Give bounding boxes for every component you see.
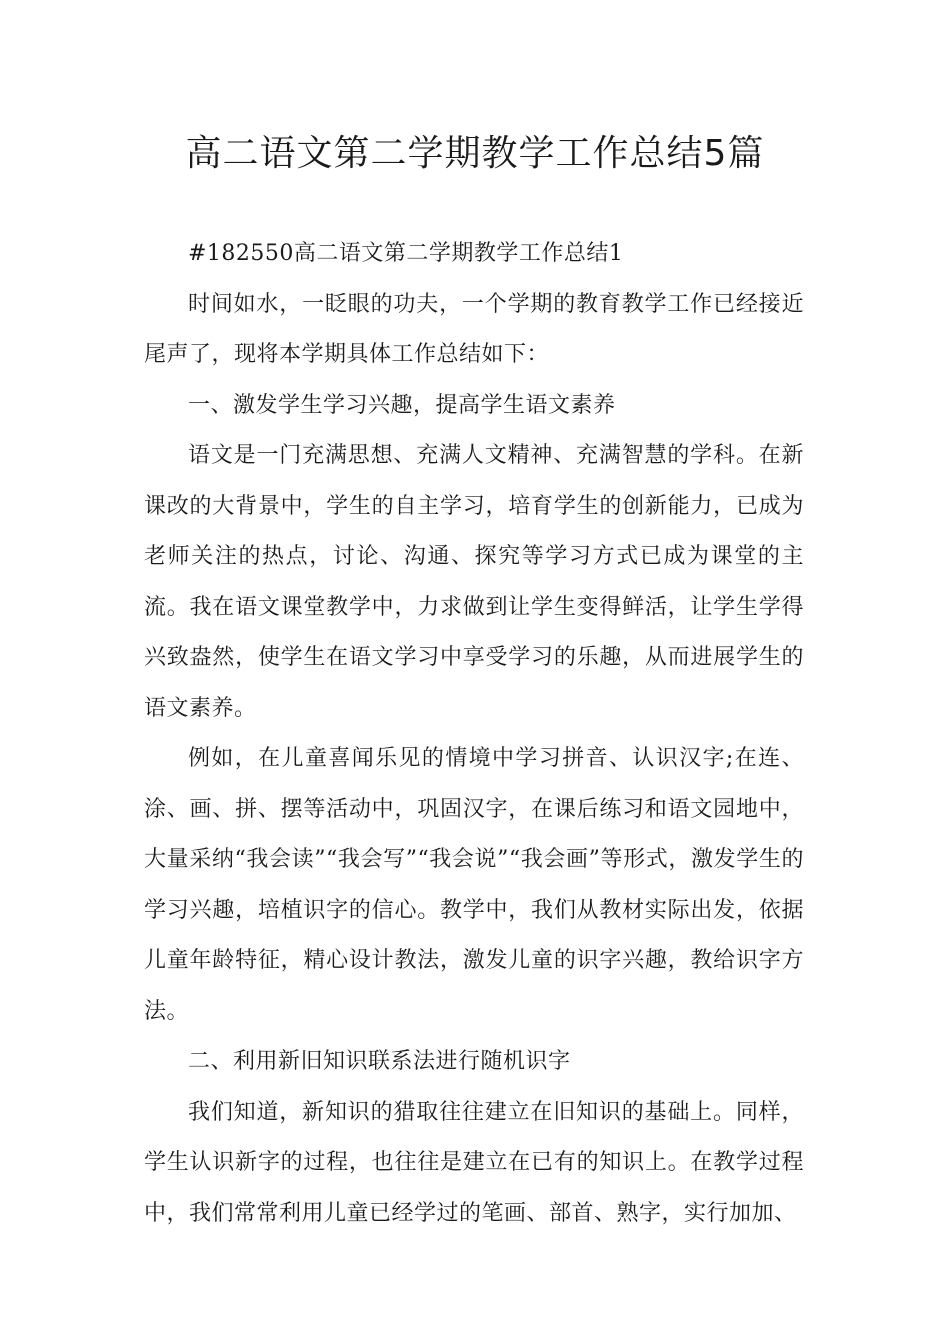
body-paragraph: 我们知道，新知识的猎取往往建立在旧知识的基础上。同样，学生认识新字的过程，也往往是建立在已有的知识上。在教学过程中，我们常常利用儿童已经学过的笔画、部首、熟字，实行加加、 — [144, 1099, 804, 1226]
body-paragraph: 语文是一门充满思想、充满人文精神、充满智慧的学科。在新课改的大背景中，学生的自主学习，培育学生的创新能力，已成为老师关注的热点，讨论、沟通、探究等学习方式已成为课堂的主流。我在语文课堂教学中，力求做到让学生变得鲜活，让学生学得兴致盎然，使学生在语文学习中享受学习的乐趣，从而进展学生的语文素养。 — [144, 443, 804, 721]
section-heading: 二、利用新旧知识联系法进行随机识字 — [188, 1049, 571, 1074]
body-paragraph: 时间如水，一眨眼的功夫，一个学期的教育教学工作已经接近尾声了，现将本学期具体工作总结如下： — [144, 291, 804, 367]
document-title: 高二语文第二学期教学工作总结5篇 — [185, 133, 765, 174]
section-heading: #182550高二语文第二学期教学工作总结1 — [188, 241, 624, 266]
body-paragraph: 例如，在儿童喜闻乐见的情境中学习拼音、认识汉字;在连、涂、画、拼、摆等活动中，巩固汉字，在课后练习和语文园地中，大量采纳“我会读”“我会写”“我会说”“我会画”等形式，激发学生的学习兴趣，培植识字的信心。教学中，我们从教材实际出发，依据儿童年龄特征，精心设计教法，激发儿童的识字兴趣，教给识字方法。 — [144, 746, 804, 1024]
section-heading: 一、激发学生学习兴趣，提高学生语文素养 — [188, 392, 616, 418]
document-body — [144, 229, 804, 1239]
